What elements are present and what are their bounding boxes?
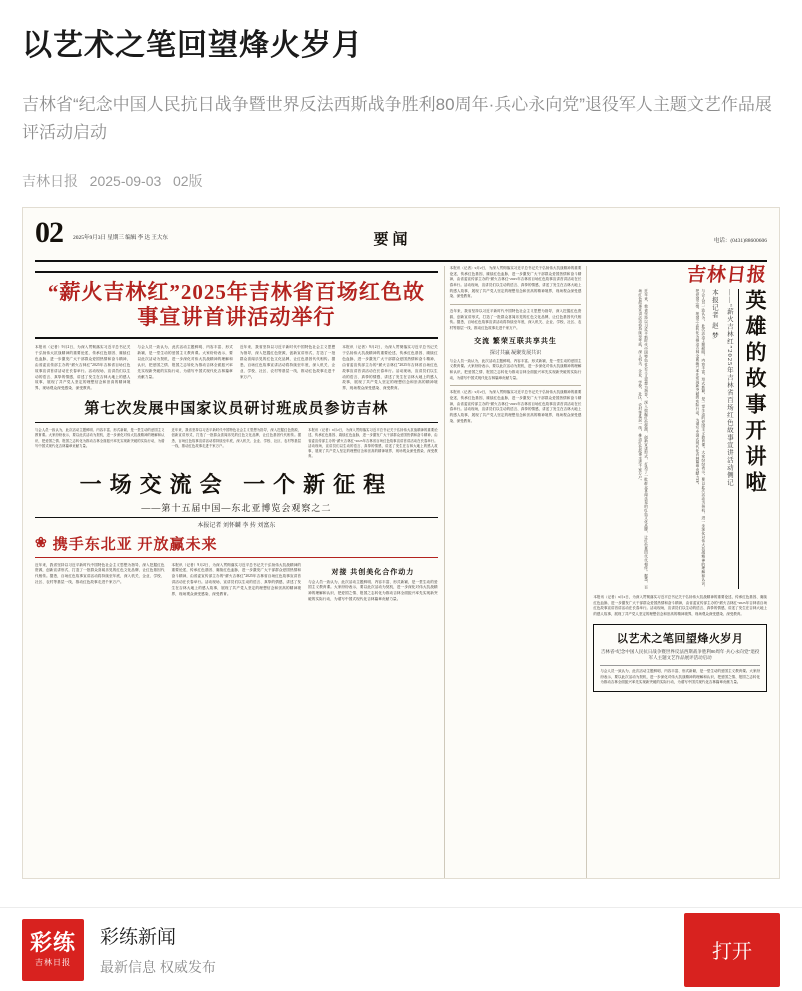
- app-logo-line2: 吉林日报: [35, 958, 71, 968]
- article-paragraph: 本报讯（记者）9月2日，为深入贯彻落实习近平总书记关于弘扬伟大抗战精神的重要论述，传承红色基因、赓续红色血脉，进一步激发广大干部群众爱国热情和奋斗精神，由省委宣传部主办的“薪火吉林红”2025年吉林省百场红色故事宣讲首讲活动在长春举行。活动现场，宣讲员们以生动的语言、真挚的情感，讲述了发生在吉林大地上的感人故事，展现了共产党人坚定的理想信念和崇高的精神境界，现场观众深受感染、深受教育。: [449, 266, 582, 299]
- article-paragraph: 与会人员一致认为，此次活动主题鲜明、内容丰富、形式新颖，是一堂生动的爱国主义教育课。大家纷纷表示，要以此次活动为契机，进一步深化对伟大抗战精神的理解和认识，把爱国之情、报国之志转化为推动吉林全面振兴率先实现新突破的实际行动，为谱写中国式现代化吉林篇章贡献力量。: [695, 289, 706, 590]
- boxed-article-body: 与会人员一致认为，此次活动主题鲜明、内容丰富、形式新颖，是一堂生动的爱国主义教育课。大家纷纷表示，要以此次活动为契机，进一步深化对伟大抗战精神的理解和认识，把爱国之情、报国之志转化为推动吉林全面振兴率先实现新突破的实际行动，为谱写中国式现代化吉林篇章贡献力量。: [600, 669, 760, 685]
- app-promo-bar: [0, 907, 802, 991]
- newspaper-topbar: [35, 218, 767, 262]
- flower-icon: ❀: [35, 535, 48, 551]
- mid-column-sub: 探讨共赢 凝聚发展共识: [489, 350, 542, 356]
- app-logo: [22, 919, 84, 981]
- boxed-article: [593, 624, 767, 692]
- article-paragraph: 本报讯（记者）9月2日，为深入贯彻落实习近平总书记关于弘扬伟大抗战精神的重要论述，传承红色基因、赓续红色血脉，进一步激发广大干部群众爱国热情和奋斗精神，由省委宣传部主办的“薪火吉林红”2025年吉林省百场红色故事宣讲首讲活动在长春举行。活动现场，宣讲员们以生动的语言、真挚的情感，讲述了发生在吉林大地上的感人故事，展现了共产党人坚定的理想信念和崇高的精神境界，现场观众深受感染、深受教育。: [308, 427, 438, 459]
- newspaper-right-column: [587, 266, 767, 878]
- article-paragraph: 近年来，我省坚持以习近平新时代中国特色社会主义思想为指导，深入挖掘红色资源，创新宣讲形式，打造了一批群众喜闻乐见的红色文化品牌，让红色基因代代相传。据悉，百场红色故事宣讲活动将持续至年底，深入机关、企业、学校、社区、农村等基层一线，推动红色故事走进千家万户。: [171, 427, 302, 448]
- divider: [450, 385, 582, 386]
- open-app-button[interactable]: 打开: [684, 913, 780, 987]
- app-description: 最新信息 权威发布: [100, 959, 216, 975]
- newspaper-phone: 电话：(0431)88600606: [713, 238, 767, 245]
- third-headline: 一场交流会 一个新征程: [79, 471, 394, 497]
- second-article-columns: [35, 428, 438, 460]
- boxed-article-title: 以艺术之笔回望烽火岁月: [616, 632, 744, 645]
- article-paragraph: 本报讯（记者）9月2日，为深入贯彻落实习近平总书记关于弘扬伟大抗战精神的重要论述，传承红色基因、赓续红色血脉，进一步激发广大干部群众爱国热情和奋斗精神，由省委宣传部主办的“薪火吉林红”2025年吉林省百场红色故事宣讲首讲活动在长春举行。活动现场，宣讲员们以生动的语言、真挚的情感，讲述了发生在吉林大地上的感人故事，展现了共产党人坚定的理想信念和崇高的精神境界，现场观众深受感染、深受教育。: [35, 345, 131, 391]
- newspaper-body: [35, 266, 767, 878]
- article-header: [0, 0, 802, 191]
- article-paragraph: 本报讯（记者）9月2日，为深入贯彻落实习近平总书记关于弘扬伟大抗战精神的重要论述，传承红色基因、赓续红色血脉，进一步激发广大干部群众爱国热情和奋斗精神，由省委宣传部主办的“薪火吉林红”2025年吉林省百场红色故事宣讲首讲活动在长春举行。活动现场，宣讲员们以生动的语言、真挚的情感，讲述了发生在吉林大地上的感人故事，展现了共产党人坚定的理想信念和崇高的精神境界，现场观众深受感染、深受教育。: [449, 390, 582, 423]
- newspaper-section: 要闻: [373, 232, 412, 249]
- third-article-columns: [35, 563, 438, 603]
- lead-article-columns: [35, 345, 438, 392]
- third-byline: 本报记者 刘怀麟 李 抟 刘富东: [197, 522, 276, 529]
- vertical-subheadline: ——“薪火吉林红”2025年吉林省百场红色故事宣讲活动侧记: [725, 289, 733, 487]
- vertical-headline: 英雄的故事开讲啦: [738, 289, 767, 589]
- newspaper-middle-column: [444, 266, 588, 878]
- red-section-headline: [35, 533, 438, 558]
- lead-headline: “薪火吉林红”2025年吉林省百场红色故事宣讲首讲活动举行: [35, 271, 438, 339]
- app-logo-line1: 彩练: [29, 929, 76, 955]
- newspaper-page: [23, 208, 779, 878]
- boxed-article-subtitle: 吉林省“纪念中国人民抗日战争暨世界反法西斯战争胜利80周年·兵心永向党”退役军人主题文艺作品展评活动启动: [600, 649, 760, 667]
- article-meta: [22, 171, 780, 191]
- divider: [450, 304, 582, 305]
- date-label: 2025-09-03: [89, 173, 162, 190]
- vertical-feature: [593, 289, 767, 589]
- article-paragraph: 本报讯（记者）9月2日，为深入贯彻落实习近平总书记关于弘扬伟大抗战精神的重要论述，传承红色基因、赓续红色血脉，进一步激发广大干部群众爱国热情和奋斗精神，由省委宣传部主办的“薪火吉林红”2025年吉林省百场红色故事宣讲首讲活动在长春举行。活动现场，宣讲员们以生动的语言、真挚的情感，讲述了发生在吉林大地上的感人故事，展现了共产党人坚定的理想信念和崇高的精神境界，现场观众深受感染、深受教育。: [171, 562, 302, 596]
- article-subheadline: 吉林省“纪念中国人民抗日战争暨世界反法西斯战争胜利80周年·兵心永向党”退役军人主题文艺作品展评活动启动: [22, 95, 772, 143]
- article-paragraph: 近年来，我省坚持以习近平新时代中国特色社会主义思想为指导，深入挖掘红色资源，创新宣讲形式，打造了一批群众喜闻乐见的红色文化品牌，让红色基因代代相传。据悉，百场红色故事宣讲活动将持续至年底，深入机关、企业、学校、社区、农村等基层一线，推动红色故事走进千家万户。: [638, 289, 649, 590]
- article-paragraph: 与会人员一致认为，此次活动主题鲜明、内容丰富、形式新颖，是一堂生动的爱国主义教育课。大家纷纷表示，要以此次活动为契机，进一步深化对伟大抗战精神的理解和认识，把爱国之情、报国之志转化为推动吉林全面振兴率先实现新突破的实际行动，为谱写中国式现代化吉林篇章贡献力量。: [308, 579, 438, 601]
- red-section-label: 携手东北亚 开放赢未来: [52, 536, 218, 553]
- app-name: 彩练新闻: [100, 927, 177, 948]
- third-subheadline: ——第十五届中国—东北亚博览会观察之二: [35, 501, 438, 518]
- article-paragraph: 近年来，我省坚持以习近平新时代中国特色社会主义思想为指导，深入挖掘红色资源，创新宣讲形式，打造了一批群众喜闻乐见的红色文化品牌，让红色基因代代相传。据悉，百场红色故事宣讲活动将持续至年底，深入机关、企业、学校、社区、农村等基层一线，推动红色故事走进千家万户。: [239, 345, 336, 379]
- newspaper-left-column: [35, 266, 444, 878]
- newspaper-page-number: 02: [35, 216, 63, 250]
- article-paragraph: 与会人员一致认为，此次活动主题鲜明、内容丰富、形式新颖，是一堂生动的爱国主义教育课。大家纷纷表示，要以此次活动为契机，进一步深化对伟大抗战精神的理解和认识，把爱国之情、报国之志转化为推动吉林全面振兴率先实现新突破的实际行动，为谱写中国式现代化吉林篇章贡献力量。: [35, 427, 165, 448]
- vertical-byline: 本报记者 赵 梦: [710, 289, 718, 340]
- article-paragraph: 本报讯（记者）9月2日，为深入贯彻落实习近平总书记关于弘扬伟大抗战精神的重要论述，传承红色基因、赓续红色血脉，进一步激发广大干部群众爱国热情和奋斗精神，由省委宣传部主办的“薪火吉林红”2025年吉林省百场红色故事宣讲首讲活动在长春举行。活动现场，宣讲员们以生动的语言、真挚的情感，讲述了发生在吉林大地上的感人故事，展现了共产党人坚定的理想信念和崇高的精神境界，现场观众深受感染、深受教育。: [593, 595, 767, 617]
- article-paragraph: 与会人员一致认为，此次活动主题鲜明、内容丰富、形式新颖，是一堂生动的爱国主义教育课。大家纷纷表示，要以此次活动为契机，进一步深化对伟大抗战精神的理解和认识，把爱国之情、报国之志转化为推动吉林全面振兴率先实现新突破的实际行动，为谱写中国式现代化吉林篇章贡献力量。: [137, 345, 233, 379]
- article-paragraph: 本报讯（记者）9月2日，为深入贯彻落实习近平总书记关于弘扬伟大抗战精神的重要论述，传承红色基因、赓续红色血脉，进一步激发广大干部群众爱国热情和奋斗精神，由省委宣传部主办的“薪火吉林红”2025年吉林省百场红色故事宣讲首讲活动在长春举行。活动现场，宣讲员们以生动的语言、真挚的情感，讲述了发生在吉林大地上的感人故事，展现了共产党人坚定的理想信念和崇高的精神境界，现场观众深受感染、深受教育。: [342, 345, 438, 391]
- article-paragraph: 近年来，我省坚持以习近平新时代中国特色社会主义思想为指导，深入挖掘红色资源，创新宣讲形式，打造了一批群众喜闻乐见的红色文化品牌，让红色基因代代相传。据悉，百场红色故事宣讲活动将持续至年底，深入机关、企业、学校、社区、农村等基层一线，推动红色故事走进千家万户。: [35, 562, 165, 584]
- mid-column-head2: 对接 共创美化合作动力: [331, 567, 415, 576]
- second-headline: 第七次发展中国家议员研讨班成员参访吉林: [35, 392, 438, 423]
- source-label: 吉林日报: [22, 173, 78, 190]
- article-paragraph: 近年来，我省坚持以习近平新时代中国特色社会主义思想为指导，深入挖掘红色资源，创新宣讲形式，打造了一批群众喜闻乐见的红色文化品牌，让红色基因代代相传。据悉，百场红色故事宣讲活动将持续至年底，深入机关、企业、学校、社区、农村等基层一线，推动红色故事走进千家万户。: [449, 309, 582, 330]
- app-promo-text: [100, 922, 684, 977]
- newspaper-masthead: 吉林日报: [685, 265, 769, 287]
- newspaper-scan[interactable]: [22, 207, 780, 879]
- article-paragraph: 与会人员一致认为，此次活动主题鲜明、内容丰富、形式新颖，是一堂生动的爱国主义教育课。大家纷纷表示，要以此次活动为契机，进一步深化对伟大抗战精神的理解和认识，把爱国之情、报国之志转化为推动吉林全面振兴率先实现新突破的实际行动，为谱写中国式现代化吉林篇章贡献力量。: [449, 358, 582, 380]
- newspaper-dateline: 2025年9月3日 星期三 编辑 李 达 王大东: [73, 235, 168, 242]
- edition-label: 02版: [172, 173, 203, 190]
- mid-column-head: 交流 繁荣互联共享共生: [474, 336, 557, 345]
- page-title: 以艺术之笔回望烽火岁月: [22, 29, 363, 62]
